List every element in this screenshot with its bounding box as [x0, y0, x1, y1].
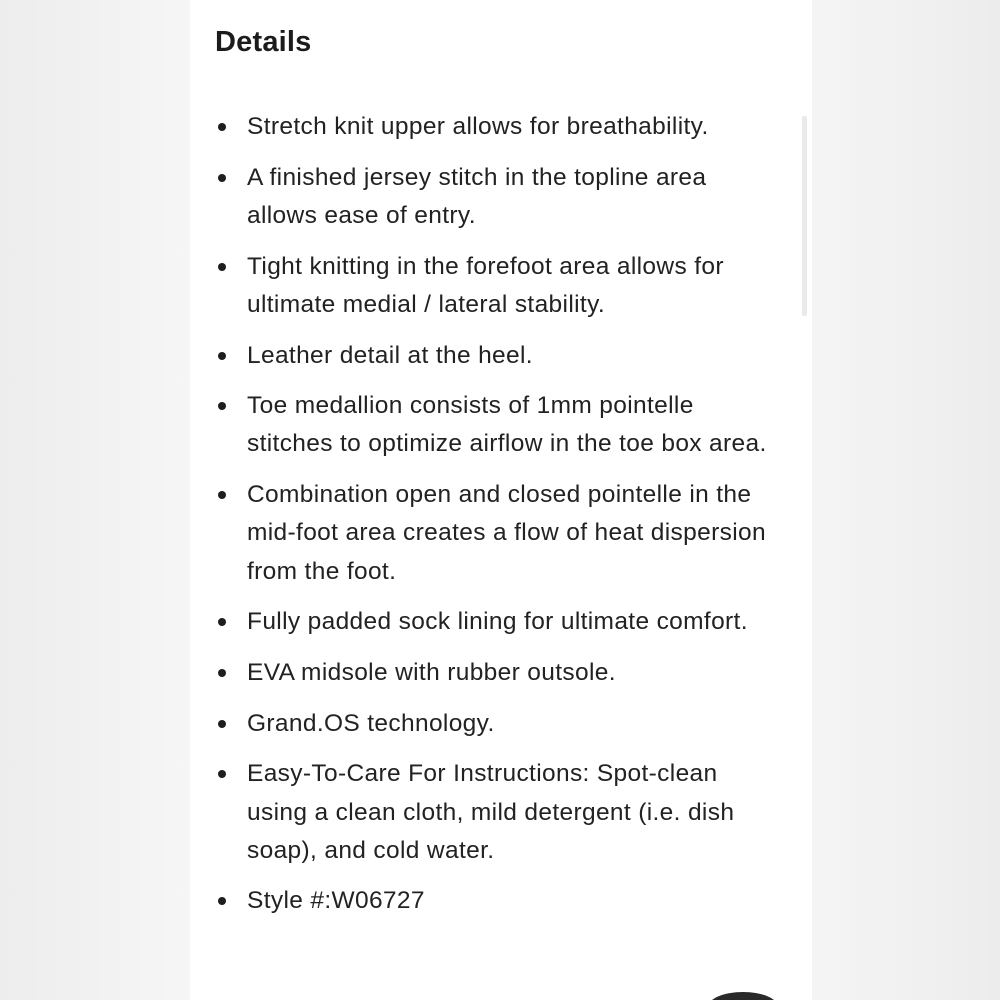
- bullet-icon: [218, 618, 226, 626]
- list-item: [212, 387, 782, 463]
- list-item-text: Fully padded sock lining for ultimate comfort.: [247, 608, 748, 636]
- list-item: [212, 755, 782, 870]
- bullet-icon: [218, 770, 226, 778]
- bullet-icon: [218, 174, 226, 182]
- bullet-icon: [218, 402, 226, 410]
- list-item-text: Style #:W06727: [247, 887, 425, 915]
- list-item-text: Leather detail at the heel.: [247, 341, 533, 369]
- details-heading: Details: [215, 26, 312, 58]
- background-right: [812, 0, 1000, 1000]
- list-item-text: Combination open and closed pointelle in the mid-foot area creates a flow of heat dispersion from the foot.: [247, 481, 766, 585]
- list-item: [212, 159, 782, 235]
- list-item-text: Easy-To-Care For Instructions: Spot-clean using a clean cloth, mild detergent (i.e. dish soap), and cold water.: [247, 760, 735, 864]
- details-list: [212, 108, 782, 933]
- list-item: [212, 882, 782, 920]
- details-panel: [190, 0, 812, 1000]
- list-item-text: Grand.OS technology.: [247, 709, 495, 737]
- list-item-text: EVA midsole with rubber outsole.: [247, 658, 616, 686]
- list-item: [212, 654, 782, 692]
- scrollbar[interactable]: [802, 116, 807, 316]
- list-item: [212, 248, 782, 324]
- list-item: [212, 603, 782, 641]
- list-item-text: Toe medallion consists of 1mm pointelle stitches to optimize airflow in the toe box area.: [247, 392, 767, 458]
- bullet-icon: [218, 352, 226, 360]
- bullet-icon: [218, 669, 226, 677]
- bullet-icon: [218, 897, 226, 905]
- background-left: [0, 0, 190, 1000]
- list-item: [212, 476, 782, 591]
- bullet-icon: [218, 491, 226, 499]
- bullet-icon: [218, 123, 226, 131]
- bullet-icon: [218, 720, 226, 728]
- list-item-text: A finished jersey stitch in the topline area allows ease of entry.: [247, 163, 707, 229]
- list-item-text: Stretch knit upper allows for breathability.: [247, 113, 709, 140]
- list-item: [212, 108, 782, 146]
- list-item-text: Tight knitting in the forefoot area allows for ultimate medial / lateral stability.: [247, 252, 724, 318]
- list-item: [212, 705, 782, 743]
- list-item: [212, 337, 782, 375]
- bullet-icon: [218, 263, 226, 271]
